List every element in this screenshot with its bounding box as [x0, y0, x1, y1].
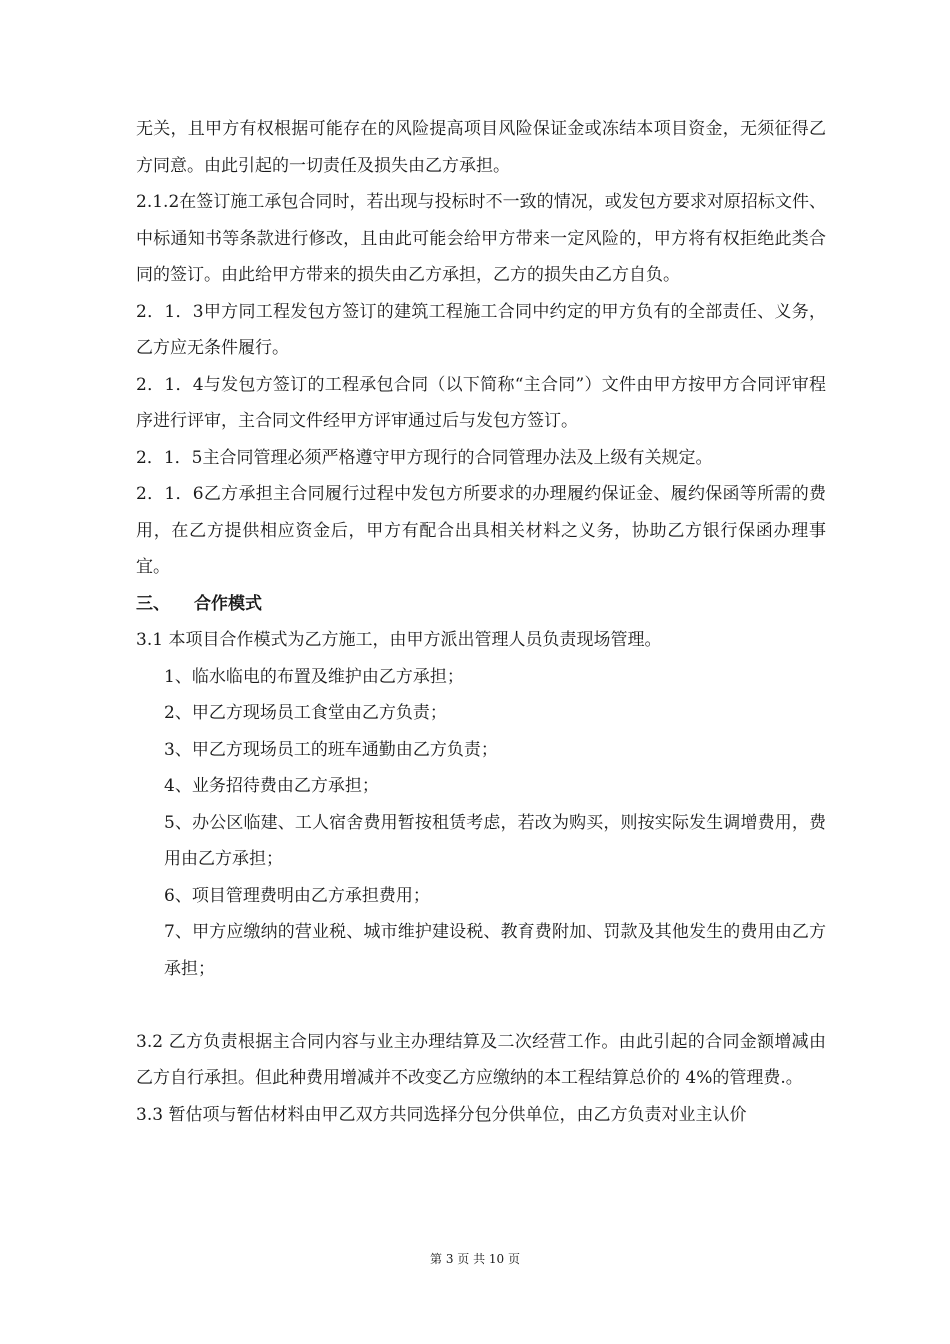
- list-item: 7、甲方应缴纳的营业税、城市维护建设税、教育费附加、罚款及其他发生的费用由乙方承担；: [164, 922, 826, 979]
- clause-2-1-4: 2．1．4与发包方签订的工程承包合同（以下简称“主合同”）文件由甲方按甲方合同评审程序进行评审，主合同文件经甲方评审通过后与发包方签订。: [136, 374, 826, 431]
- blank-line: [136, 987, 826, 1024]
- document-body: [136, 111, 826, 1133]
- clause-3-1: 3.1 本项目合作模式为乙方施工，由甲方派出管理人员负责现场管理。: [136, 630, 662, 650]
- list-item: 5、办公区临建、工人宿舍费用暂按租赁考虑，若改为购买，则按实际发生调增费用，费用由乙方承担；: [164, 812, 826, 869]
- clause-2-1-5: 2．1．5主合同管理必须严格遵守甲方现行的合同管理办法及上级有关规定。: [136, 447, 713, 468]
- paragraph-continuation: 无关，且甲方有权根据可能存在的风险提高项目风险保证金或冻结本项目资金，无须征得乙方同意。由此引起的一切责任及损失由乙方承担。: [136, 119, 826, 176]
- section-title: 合作模式: [194, 593, 262, 614]
- clause-3-2: 3.2 乙方负责根据主合同内容与业主办理结算及二次经营工作。由此引起的合同金额增减由乙方自行承担。但此种费用增减并不改变乙方应缴纳的本工程结算总价的 4%的管理费.。: [136, 1031, 826, 1088]
- clause-2-1-3: 2．1．3甲方同工程发包方签订的建筑工程施工合同中约定的甲方负有的全部责任、义务，乙方应无条件履行。: [136, 301, 826, 358]
- list-item: 3、甲乙方现场员工的班车通勤由乙方负责；: [164, 739, 498, 760]
- list-item: 4、业务招待费由乙方承担；: [164, 776, 379, 796]
- clause-2-1-6: 2．1．6乙方承担主合同履行过程中发包方所要求的办理履约保证金、履约保函等所需的费用，在乙方提供相应资金后，甲方有配合出具相关材料之义务，协助乙方银行保函办理事宜。: [136, 484, 826, 577]
- section-heading: [136, 586, 826, 623]
- page-footer: 第 3 页 共 10 页: [430, 1252, 520, 1266]
- list-item: 1、临水临电的布置及维护由乙方承担；: [164, 666, 464, 687]
- section-number: 三、: [136, 593, 170, 614]
- list-item: 6、项目管理费明由乙方承担费用；: [164, 885, 430, 906]
- list-item: 2、甲乙方现场员工食堂由乙方负责；: [164, 703, 447, 723]
- clause-2-1-2: 2.1.2在签订施工承包合同时，若出现与投标时不一致的情况，或发包方要求对原招标文件、中标通知书等条款进行修改，且由此可能会给甲方带来一定风险的，甲方将有权拒绝此类合同的签订。由此给甲方带来的损失由乙方承担，乙方的损失由乙方自负。: [136, 192, 826, 285]
- clause-3-3: 3.3 暂估项与暂估材料由甲乙双方共同选择分包分供单位，由乙方负责对业主认价: [136, 1104, 747, 1125]
